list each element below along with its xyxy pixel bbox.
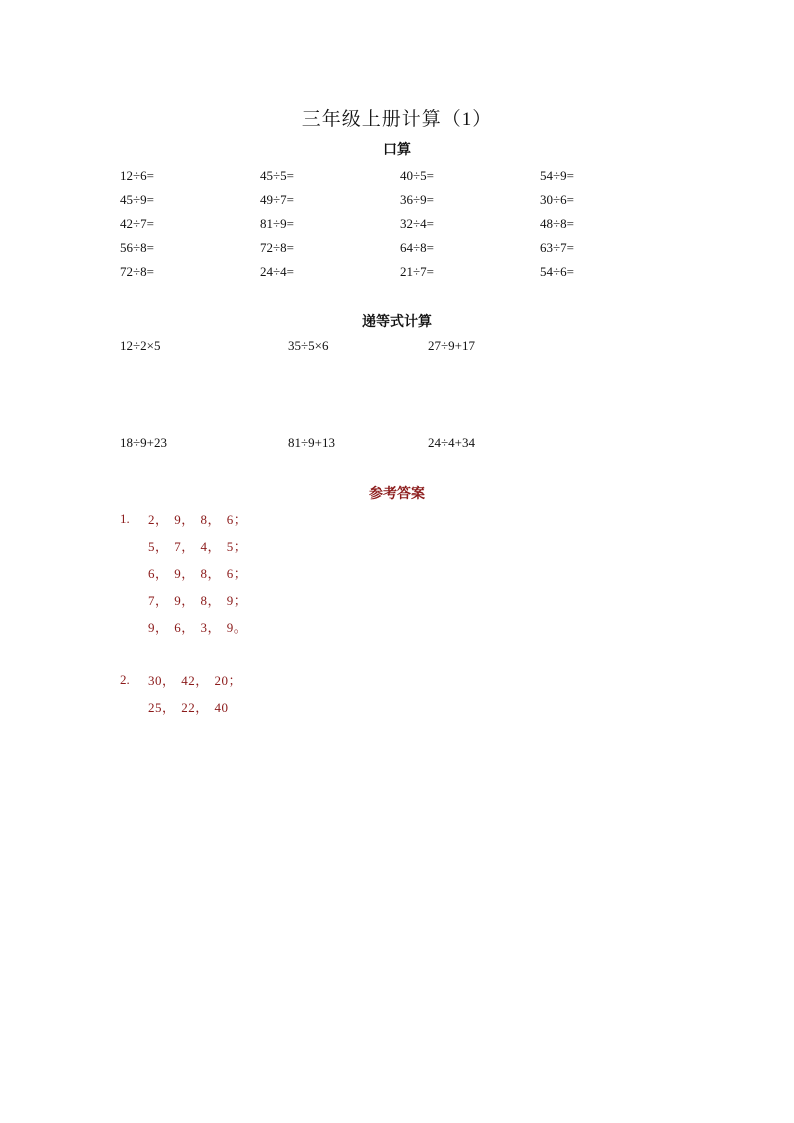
answer-line — [120, 505, 247, 532]
oral-problem: 48÷8= — [540, 216, 574, 231]
oral-problem: 32÷4= — [400, 216, 434, 231]
answer-line — [120, 586, 247, 613]
oral-problem: 56÷8= — [120, 240, 154, 255]
answer-values: 7， 9， 8， 9； — [148, 593, 248, 608]
answer-line — [120, 532, 247, 559]
stepwise-problem: 81÷9+13 — [288, 435, 335, 450]
oral-row — [120, 212, 720, 236]
oral-problem: 12÷6= — [120, 168, 154, 183]
oral-problem: 63÷7= — [540, 240, 574, 255]
answer-values: 9， 6， 3， 9。 — [148, 620, 248, 635]
oral-problem: 81÷9= — [260, 216, 294, 231]
oral-problem: 54÷6= — [540, 264, 574, 279]
answer-values: 6， 9， 8， 6； — [148, 566, 248, 581]
stepwise-heading: 递等式计算 — [362, 315, 432, 330]
answer-part-2 — [120, 666, 242, 720]
page-title: 三年级上册计算（1） — [301, 109, 493, 130]
answer-line — [120, 613, 247, 640]
oral-heading: 口算 — [383, 143, 411, 158]
answer-values: 30， 42， 20； — [148, 673, 243, 688]
stepwise-problem: 12÷2×5 — [120, 338, 161, 353]
answer-number: 2. — [120, 671, 130, 687]
oral-problem: 36÷9= — [400, 192, 434, 207]
answer-part-1 — [120, 505, 247, 640]
oral-problem: 30÷6= — [540, 192, 574, 207]
oral-row — [120, 164, 720, 188]
oral-problem: 21÷7= — [400, 264, 434, 279]
oral-problem: 45÷5= — [260, 168, 294, 183]
oral-row — [120, 260, 720, 284]
oral-row — [120, 236, 720, 260]
stepwise-problem: 24÷4+34 — [428, 435, 475, 450]
answer-line — [120, 666, 242, 693]
oral-problem: 42÷7= — [120, 216, 154, 231]
oral-problem: 72÷8= — [260, 240, 294, 255]
answer-values: 5， 7， 4， 5； — [148, 539, 248, 554]
answer-values: 2， 9， 8， 6； — [148, 512, 248, 527]
stepwise-row — [120, 435, 568, 451]
answer-number: 1. — [120, 510, 130, 526]
oral-problem: 40÷5= — [400, 168, 434, 183]
stepwise-problem: 18÷9+23 — [120, 435, 167, 450]
oral-problem: 54÷9= — [540, 168, 574, 183]
oral-problem: 24÷4= — [260, 264, 294, 279]
stepwise-row — [120, 338, 568, 354]
oral-problem: 72÷8= — [120, 264, 154, 279]
answer-line — [120, 559, 247, 586]
answers-heading: 参考答案 — [369, 487, 425, 502]
stepwise-problem: 35÷5×6 — [288, 338, 329, 353]
oral-problem: 64÷8= — [400, 240, 434, 255]
oral-problem-grid — [120, 164, 720, 284]
stepwise-problem: 27÷9+17 — [428, 338, 475, 353]
answer-values: 25， 22， 40 — [148, 700, 229, 715]
answer-line — [120, 693, 242, 720]
oral-problem: 49÷7= — [260, 192, 294, 207]
oral-row — [120, 188, 720, 212]
oral-problem: 45÷9= — [120, 192, 154, 207]
